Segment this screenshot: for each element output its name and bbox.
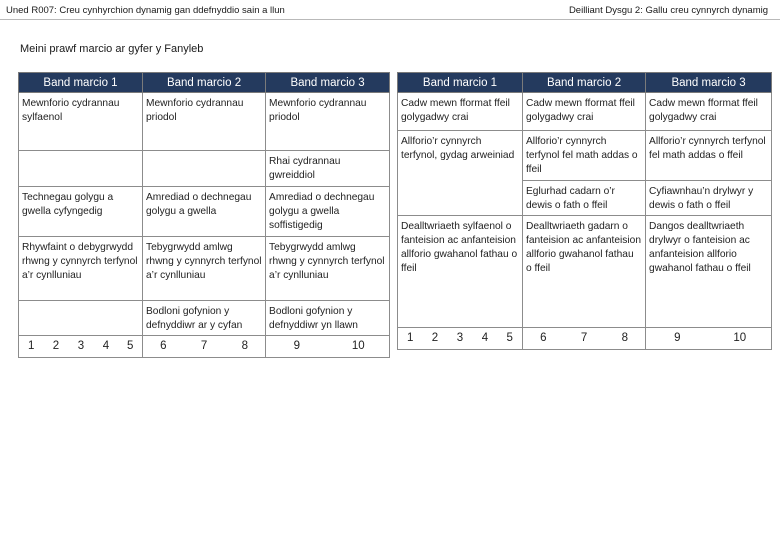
criteria-cell: Cadw mewn fformat ffeil golygadwy crai (646, 93, 772, 131)
header-divider (0, 19, 780, 20)
table-row (19, 301, 390, 336)
criteria-cell (19, 151, 143, 187)
criteria-cell: Allforio’r cynnyrch terfynol, gydag arweiniad (398, 131, 523, 216)
mark-number: 1 (19, 336, 44, 358)
criteria-cell: Allforio’r cynnyrch terfynol fel math addas o ffeil (646, 131, 772, 181)
criteria-cell: Cadw mewn fformat ffeil golygadwy crai (523, 93, 646, 131)
criteria-cell: Rhai cydrannau gwreiddiol (266, 151, 390, 187)
mark-number: 7 (184, 336, 225, 358)
band-2-header: Band marcio 2 (523, 73, 646, 93)
criteria-cell: Dealltwriaeth gadarn o fanteision ac anfanteision allforio gwahanol fathau o ffeil (523, 216, 646, 328)
criteria-cell: Allforio’r cynnyrch terfynol fel math addas o ffeil (523, 131, 646, 181)
marks-row (19, 336, 390, 358)
criteria-cell (143, 151, 266, 187)
mark-number: 10 (709, 328, 772, 350)
table-row (19, 187, 390, 237)
criteria-cell: Rhywfaint o debygrwydd rhwng y cynnyrch terfynol a’r cynlluniau (19, 237, 143, 301)
mark-number: 5 (498, 328, 523, 350)
table-row (19, 237, 390, 301)
mark-number: 7 (564, 328, 605, 350)
band-1-header: Band marcio 1 (398, 73, 523, 93)
band-3-header: Band marcio 3 (646, 73, 772, 93)
mark-number: 3 (448, 328, 473, 350)
table-row (398, 93, 772, 131)
marks-row (398, 328, 772, 350)
criteria-cell: Cadw mewn fformat ffeil golygadwy crai (398, 93, 523, 131)
criteria-cell: Mewnforio cydrannau sylfaenol (19, 93, 143, 151)
mark-number: 6 (523, 328, 564, 350)
criteria-cell (19, 301, 143, 336)
learning-outcome: Deilliant Dysgu 2: Gallu creu cynnyrch dynamig (568, 5, 768, 16)
table-row (398, 131, 772, 181)
unit-title: Uned R007: Creu cynhyrchion dynamig gan ddefnyddio sain a llun (6, 5, 285, 16)
band-2-header: Band marcio 2 (143, 73, 266, 93)
mark-number: 9 (646, 328, 709, 350)
marking-criteria-table-left (18, 72, 390, 358)
criteria-cell: Dangos dealltwriaeth drylwyr o fanteision ac anfanteision allforio gwahanol fathau o ffeil (646, 216, 772, 328)
header-row (19, 73, 390, 93)
criteria-cell: Mewnforio cydrannau priodol (143, 93, 266, 151)
criteria-cell: Bodloni gofynion y defnyddiwr ar y cyfan (143, 301, 266, 336)
criteria-cell: Mewnforio cydrannau priodol (266, 93, 390, 151)
mark-number: 9 (266, 336, 328, 358)
criteria-cell: Dealltwriaeth sylfaenol o fanteision ac anfanteision allforio gwahanol fathau o ffeil (398, 216, 523, 328)
page-subtitle: Meini prawf marcio ar gyfer y Fanyleb (20, 43, 204, 55)
header-row (398, 73, 772, 93)
criteria-cell: Amrediad o dechnegau golygu a gwella (143, 187, 266, 237)
band-3-header: Band marcio 3 (266, 73, 390, 93)
criteria-cell: Bodloni gofynion y defnyddiwr yn llawn (266, 301, 390, 336)
mark-number: 3 (69, 336, 94, 358)
table-row (19, 151, 390, 187)
mark-number: 4 (473, 328, 498, 350)
marking-criteria-table-right (397, 72, 772, 350)
table-row (398, 216, 772, 328)
mark-number: 5 (119, 336, 143, 358)
mark-number: 8 (225, 336, 266, 358)
band-1-header: Band marcio 1 (19, 73, 143, 93)
criteria-cell: Technegau golygu a gwella cyfyngedig (19, 187, 143, 237)
table-row (19, 93, 390, 151)
mark-number: 2 (423, 328, 448, 350)
mark-number: 8 (605, 328, 646, 350)
criteria-cell: Eglurhad cadarn o’r dewis o fath o ffeil (523, 181, 646, 216)
mark-number: 2 (44, 336, 69, 358)
criteria-cell: Amrediad o dechnegau golygu a gwella soffistigedig (266, 187, 390, 237)
criteria-cell: Cyfiawnhau’n drylwyr y dewis o fath o ffeil (646, 181, 772, 216)
mark-number: 10 (328, 336, 390, 358)
criteria-cell: Tebygrwydd amlwg rhwng y cynnyrch terfynol a’r cynlluniau (143, 237, 266, 301)
mark-number: 6 (143, 336, 184, 358)
criteria-cell: Tebygrwydd amlwg rhwng y cynnyrch terfynol a’r cynlluniau (266, 237, 390, 301)
mark-number: 1 (398, 328, 423, 350)
mark-number: 4 (94, 336, 119, 358)
